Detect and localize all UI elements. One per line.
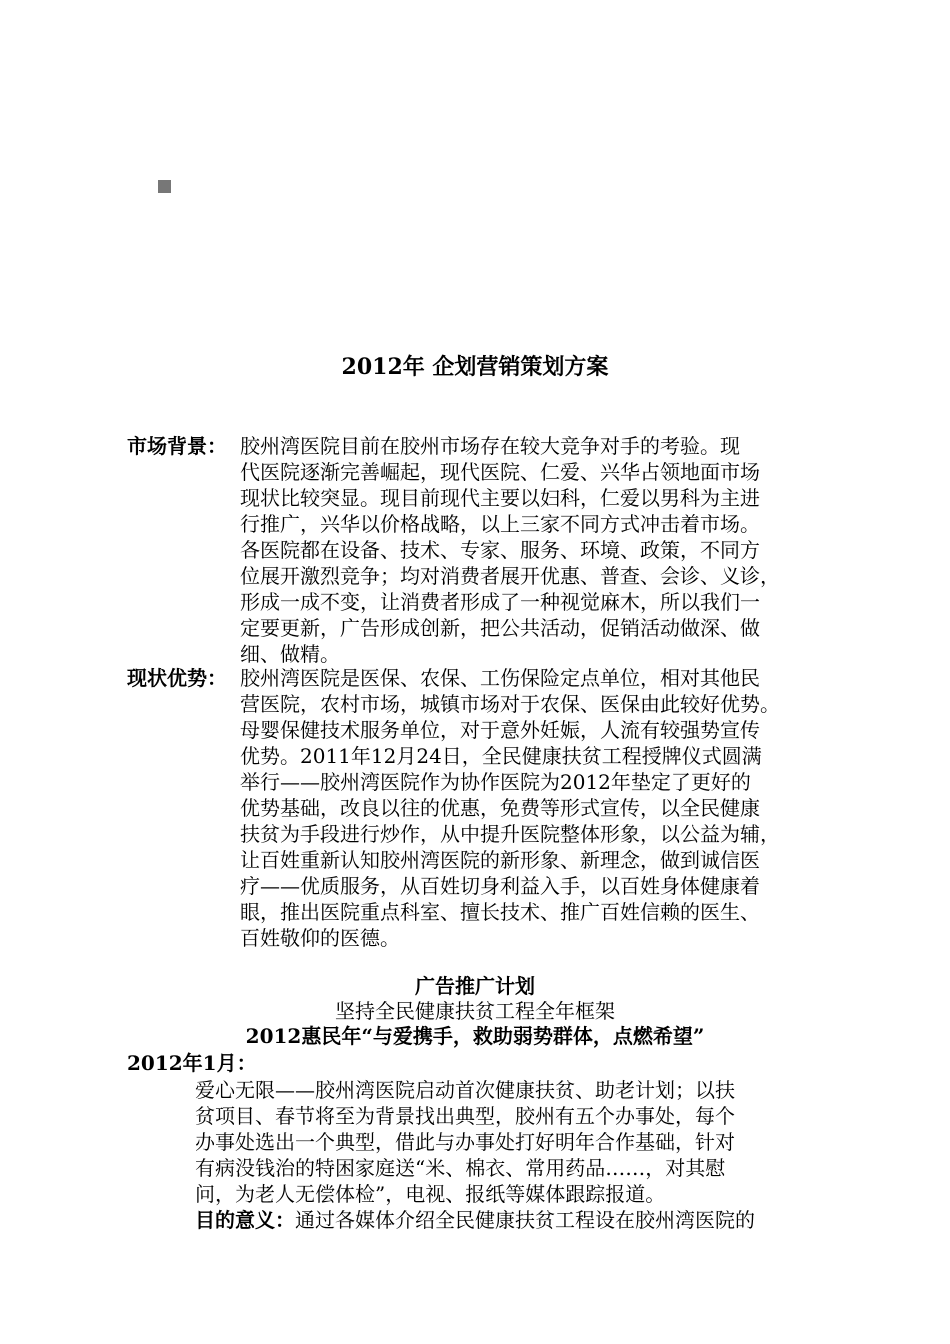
paragraph-line: 各医院都在设备、技术、专家、服务、环境、政策，不同方 (240, 538, 760, 562)
paragraph-line: 扶贫为手段进行炒作，从中提升医院整体形象，以公益为辅， (240, 822, 780, 846)
paragraph-line: 疗——优质服务，从百姓切身利益入手，以百姓身体健康着 (240, 874, 760, 898)
document-title: 2012年 企划营销策划方案 (341, 354, 609, 380)
paragraph-line: 让百姓重新认知胶州湾医院的新形象、新理念，做到诚信医 (240, 848, 760, 872)
paragraph-line: 优势基础，改良以往的优惠，免费等形式宣传，以全民健康 (240, 796, 760, 820)
paragraph-line: 代医院逐渐完善崛起，现代医院、仁爱、兴华占领地面市场 (240, 460, 760, 484)
paragraph-line: 优势。2011年12月24日，全民健康扶贫工程授牌仪式圆满 (240, 744, 762, 768)
paragraph-line: 行推广，兴华以价格战略，以上三家不同方式冲击着市场。 (240, 512, 760, 536)
paragraph-line: 母婴保健技术服务单位，对于意外妊娠，人流有较强势宣传 (240, 718, 760, 742)
paragraph-line: 胶州湾医院目前在胶州市场存在较大竞争对手的考验。现 (240, 434, 740, 458)
current-advantages-section (127, 665, 847, 955)
paragraph-line: 形成一成不变，让消费者形成了一种视觉麻木，所以我们一 (240, 590, 760, 614)
paragraph-line: 眼，推出医院重点科室、擅长技术、推广百姓信赖的医生、 (240, 900, 760, 924)
current-advantages-label: 现状优势： (127, 666, 227, 690)
ad-plan-heading: 广告推广计划 (415, 974, 535, 998)
paragraph-line: 定要更新，广告形成创新，把公共活动，促销活动做深、做 (240, 616, 760, 640)
paragraph-line: 贫项目、春节将至为背景找出典型，胶州有五个办事处，每个 (195, 1104, 735, 1128)
purpose-label: 目的意义： (195, 1208, 295, 1232)
january-body (195, 1077, 755, 1233)
paragraph-line: 胶州湾医院是医保、农保、工伤保险定点单位，相对其他民 (240, 666, 760, 690)
paragraph-line: 有病没钱治的特困家庭送“米、棉衣、常用药品……，对其慰 (195, 1156, 726, 1180)
paragraph-line: 现状比较突显。现目前现代主要以妇科，仁爱以男科为主进 (240, 486, 760, 510)
ad-plan-slogan: 2012惠民年“与爱携手，救助弱势群体，点燃希望” (245, 1024, 705, 1048)
paragraph-line: 百姓敬仰的医德。 (240, 926, 400, 950)
paragraph-line: 细、做精。 (240, 642, 340, 666)
paragraph-line: 爱心无限——胶州湾医院启动首次健康扶贫、助老计划；以扶 (195, 1078, 735, 1102)
paragraph-line: 营医院，农村市场，城镇市场对于农保、医保由此较好优势。 (240, 692, 780, 716)
ad-plan-subheading: 坚持全民健康扶贫工程全年框架 (335, 999, 615, 1023)
market-background-section (127, 433, 847, 673)
paragraph-line: 办事处选出一个典型，借此与办事处打好明年合作基础，针对 (195, 1130, 735, 1154)
paragraph-line: 举行——胶州湾医院作为协作医院为2012年垫定了更好的 (240, 770, 751, 794)
paragraph-line: 位展开激烈竞争；均对消费者展开优惠、普查、会诊、义诊， (240, 564, 780, 588)
market-background-label: 市场背景： (127, 434, 227, 458)
purpose-line (195, 1207, 755, 1233)
paragraph-line: 问，为老人无偿体检”，电视、报纸等媒体跟踪报道。 (195, 1182, 666, 1206)
january-heading: 2012年1月： (127, 1051, 257, 1075)
bullet-marker (158, 180, 171, 193)
purpose-text: 通过各媒体介绍全民健康扶贫工程设在胶州湾医院的 (295, 1208, 755, 1232)
